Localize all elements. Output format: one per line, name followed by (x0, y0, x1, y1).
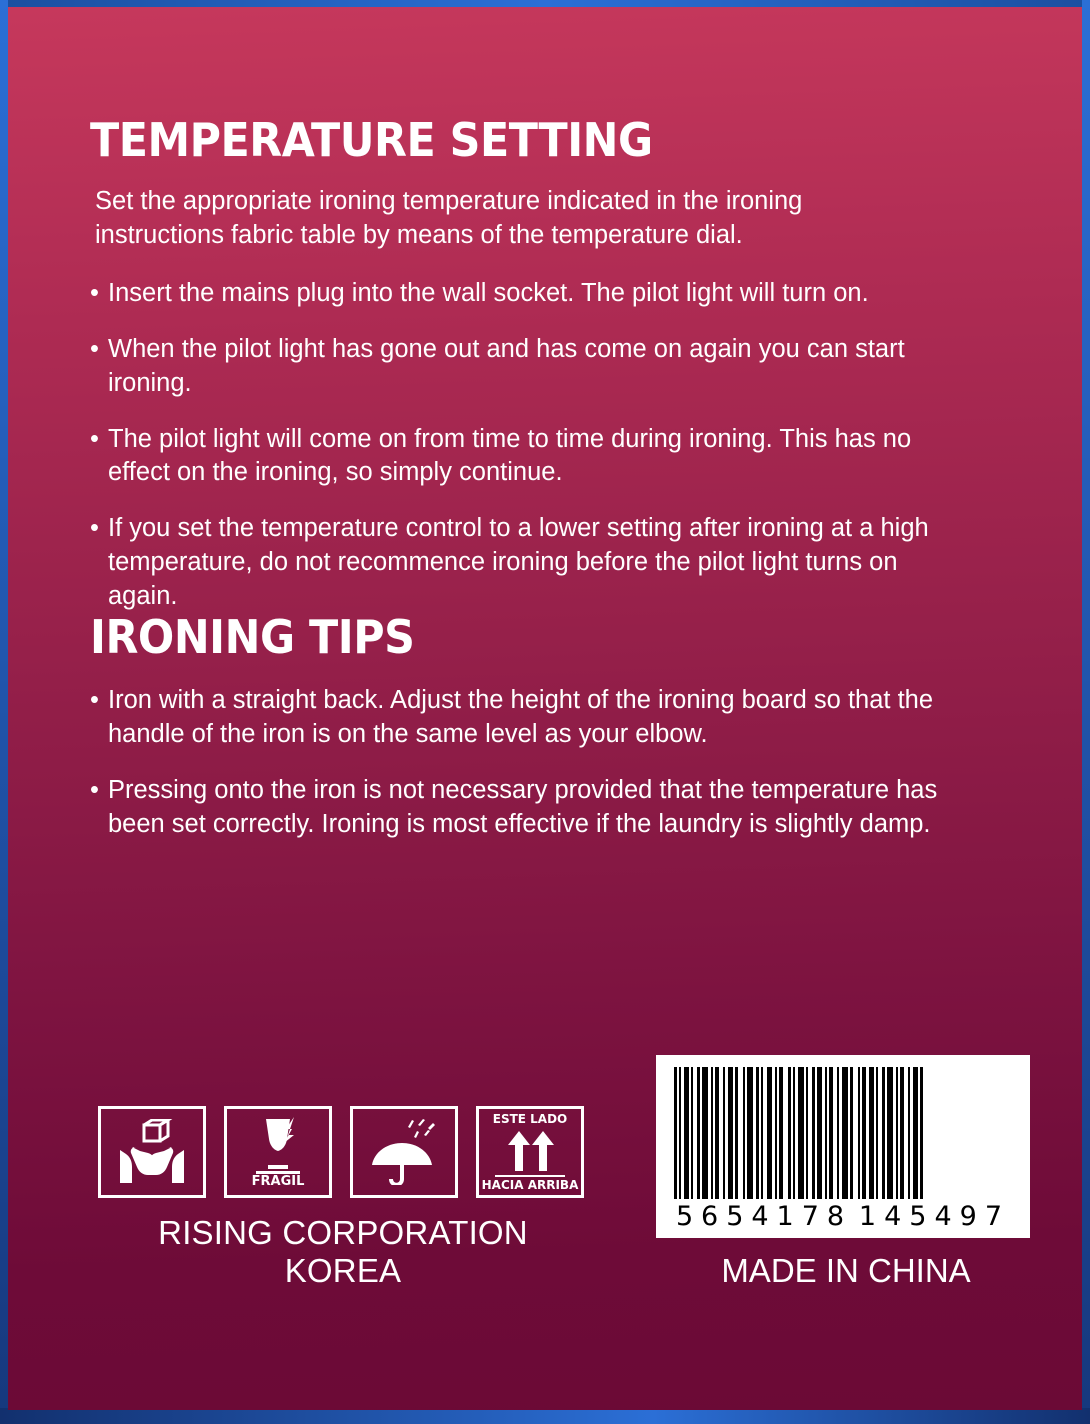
list-item: • The pilot light will come on from time to time during ironing. This has no effect on the ironing, so simply continue. (90, 423, 938, 491)
barcode (656, 1055, 1030, 1238)
frame-top-border (0, 0, 1090, 7)
list-item: • Insert the mains plug into the wall socket. The pilot light will turn on. (90, 277, 938, 311)
this-side-up-icon (476, 1106, 584, 1198)
frame-right-border (1082, 0, 1090, 1424)
temperature-setting-bullets (90, 277, 1042, 614)
fragile-icon (224, 1106, 332, 1198)
keep-dry-umbrella-icon (350, 1106, 458, 1198)
list-item: • Pressing onto the iron is not necessary provided that the temperature has been set correctly. Ironing is most effective if the laundry is slightly damp. (90, 774, 938, 842)
manufacturer-block (98, 1106, 618, 1290)
list-item: • When the pilot light has gone out and has come on again you can start ironing. (90, 333, 938, 401)
instructions-content (90, 113, 1042, 842)
ironing-tips-bullets (90, 684, 1042, 842)
barcode-lead-digit: 5 (676, 1201, 695, 1232)
barcode-block (656, 1055, 1036, 1290)
barcode-right-group: 145497 (858, 1201, 1010, 1232)
barcode-digits (666, 1199, 1020, 1232)
svg-text:ESTE LADO: ESTE LADO (492, 1112, 568, 1126)
frame-left-border (0, 0, 8, 1424)
svg-text:HACIA ARRIBA: HACIA ARRIBA (481, 1178, 579, 1192)
handle-with-care-icon (98, 1106, 206, 1198)
temperature-setting-intro: Set the appropriate ironing temperature indicated in the ironing instructions fabric table by means of the temperature dial. (95, 187, 803, 249)
made-in-label: MADE IN CHINA (721, 1252, 971, 1289)
content-panel (8, 7, 1082, 1410)
handling-icons-row (98, 1106, 618, 1198)
list-item: • If you set the temperature control to a lower setting after ironing at a high temperature, do not recommence ironing before the pilot light turns on again. (90, 512, 938, 614)
list-item: • Iron with a straight back. Adjust the height of the ironing board so that the handle of the iron is on the same level as your elbow. (90, 684, 938, 752)
section-title-ironing-tips: IRONING TIPS (90, 610, 415, 665)
barcode-left-group: 654178 (701, 1201, 853, 1232)
frame-bottom-border (0, 1408, 1090, 1424)
svg-text:FRAGIL: FRAGIL (251, 1174, 305, 1189)
company-name: RISING CORPORATION KOREA (158, 1214, 528, 1289)
footer (98, 1055, 1042, 1290)
barcode-bars (666, 1067, 1020, 1199)
section-title-temperature-setting: TEMPERATURE SETTING (90, 113, 653, 167)
